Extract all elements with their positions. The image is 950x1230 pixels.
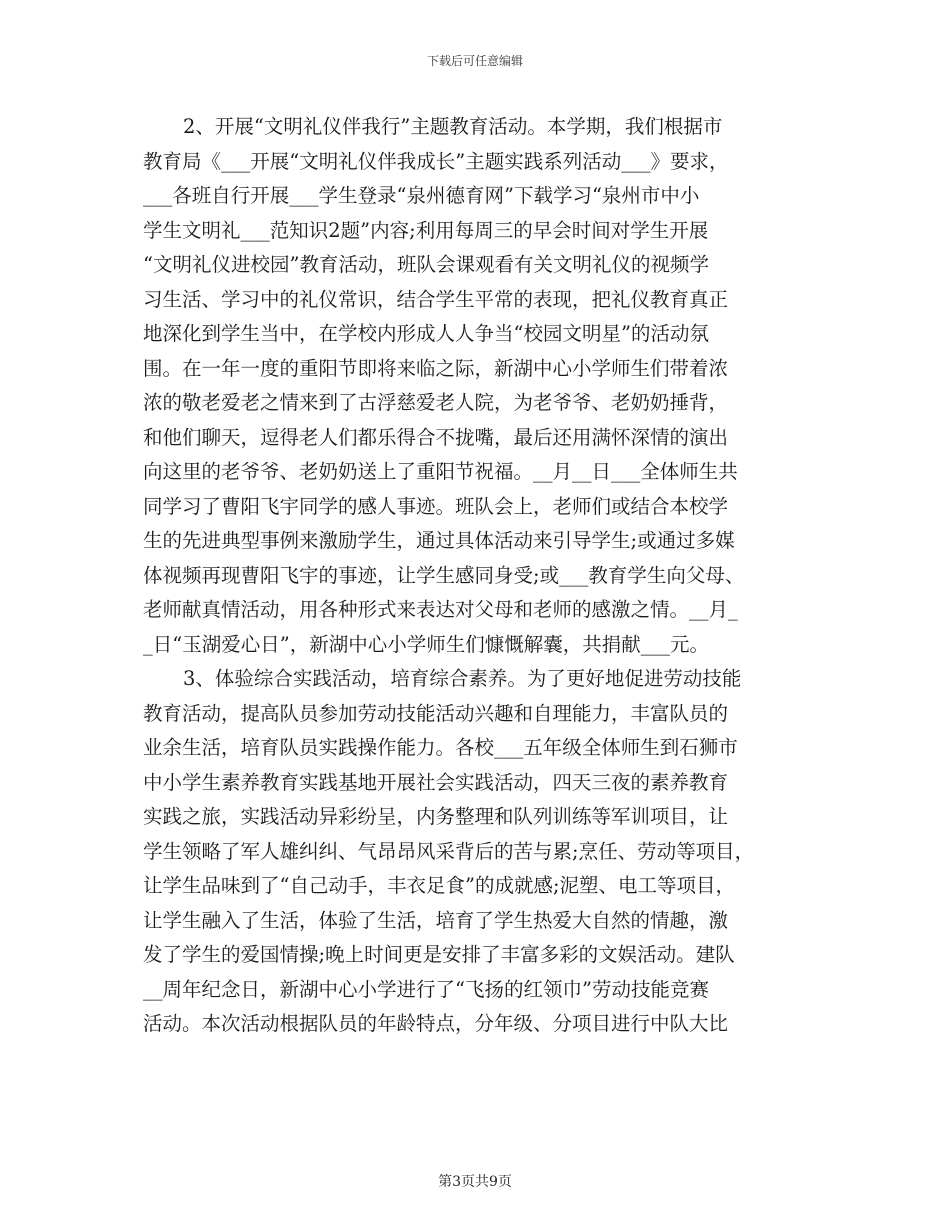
text-line: __周年纪念日，新湖中心小学进行了“飞扬的红领巾”劳动技能竞赛 bbox=[143, 977, 709, 1001]
text-line: 3、体验综合实践活动，培育综合素养。为了更好地促进劳动技能 bbox=[183, 667, 742, 690]
text-line: 教育活动，提高队员参加劳动技能活动兴趣和自理能力，丰富队员的 bbox=[143, 701, 729, 725]
text-line: 让学生品味到了“自己动手，丰衣足食”的成就感;泥塑、电工等项目， bbox=[143, 874, 736, 897]
page-footer: 第3页共9页 bbox=[438, 1174, 512, 1190]
text-line: 学生领略了军人雄纠纠、气昂昂风采背后的苦与累;烹任、劳动等项目， bbox=[143, 839, 755, 863]
text-line: 中小学生素养教育实践基地开展社会实践活动，四天三夜的素养教育 bbox=[143, 770, 729, 794]
text-line: 体视频再现曹阳飞宇的事迹，让学生感同身受;或___教育学生向父母、 bbox=[143, 563, 745, 587]
text-line: 活动。本次活动根据队员的年龄特点，分年级、分项目进行中队大比 bbox=[143, 1012, 729, 1035]
text-line: 老师献真情活动，用各种形式来表达对父母和老师的感激之情。__月_ bbox=[143, 598, 738, 621]
text-line: 2、开展“文明礼仪伴我行”主题教育活动。本学期，我们根据市 bbox=[183, 115, 723, 138]
text-line: “文明礼仪进校园”教育活动，班队会课观看有关文明礼仪的视频学 bbox=[143, 253, 709, 276]
text-line: 实践之旅，实践活动异彩纷呈，内务整理和队列训练等军训项目，让 bbox=[143, 805, 729, 828]
text-line: 发了学生的爱国情操;晚上时间更是安排了丰富多彩的文娱活动。建队 bbox=[143, 943, 735, 966]
text-line: 业余生活，培育队员实践操作能力。各校___五年级全体师生到石狮市 bbox=[143, 736, 738, 759]
page-header: 下载后可任意编辑 bbox=[426, 54, 523, 68]
text-line: 习生活、学习中的礼仪常识，结合学生平常的表现，把礼仪教育真正 bbox=[143, 287, 729, 311]
text-line: 浓的敬老爱老之情来到了古浮慈爱老人院，为老爷爷、老奶奶捶背， bbox=[143, 391, 729, 414]
text-line: 围。在一年一度的重阳节即将来临之际，新湖中心小学师生们带着浓 bbox=[143, 356, 729, 380]
text-line: 教育局《___开展“文明礼仪伴我成长”主题实践系列活动___》要求， bbox=[143, 149, 729, 173]
text-line: 学生文明礼___范知识2题”内容;利用每周三的早会时间对学生开展 bbox=[143, 218, 709, 242]
text-line: 向这里的老爷爷、老奶奶送上了重阳节祝福。__月__日___全体师生共 bbox=[143, 460, 738, 483]
text-line: 生的先进典型事例来激励学生，通过具体活动来引导学生;或通过多媒 bbox=[143, 529, 735, 552]
text-line: _日“玉湖爱心日”，新湖中心小学师生们慷慨解囊，共捐献___元。 bbox=[143, 632, 709, 656]
text-line: 和他们聊天，逗得老人们都乐得合不拢嘴，最后还用满怀深情的演出 bbox=[143, 425, 729, 449]
document-body bbox=[143, 110, 819, 1042]
text-line: ___各班自行开展___学生登录“泉州德育网”下载学习“泉州市中小 bbox=[143, 184, 700, 207]
text-line: 地深化到学生当中，在学校内形成人人争当“校园文明星”的活动氛 bbox=[143, 322, 709, 345]
text-line: 同学习了曹阳飞宇同学的感人事迹。班队会上，老师们或结合本校学 bbox=[143, 494, 729, 518]
text-line: 让学生融入了生活，体验了生活，培育了学生热爱大自然的情趣，激 bbox=[143, 908, 729, 932]
